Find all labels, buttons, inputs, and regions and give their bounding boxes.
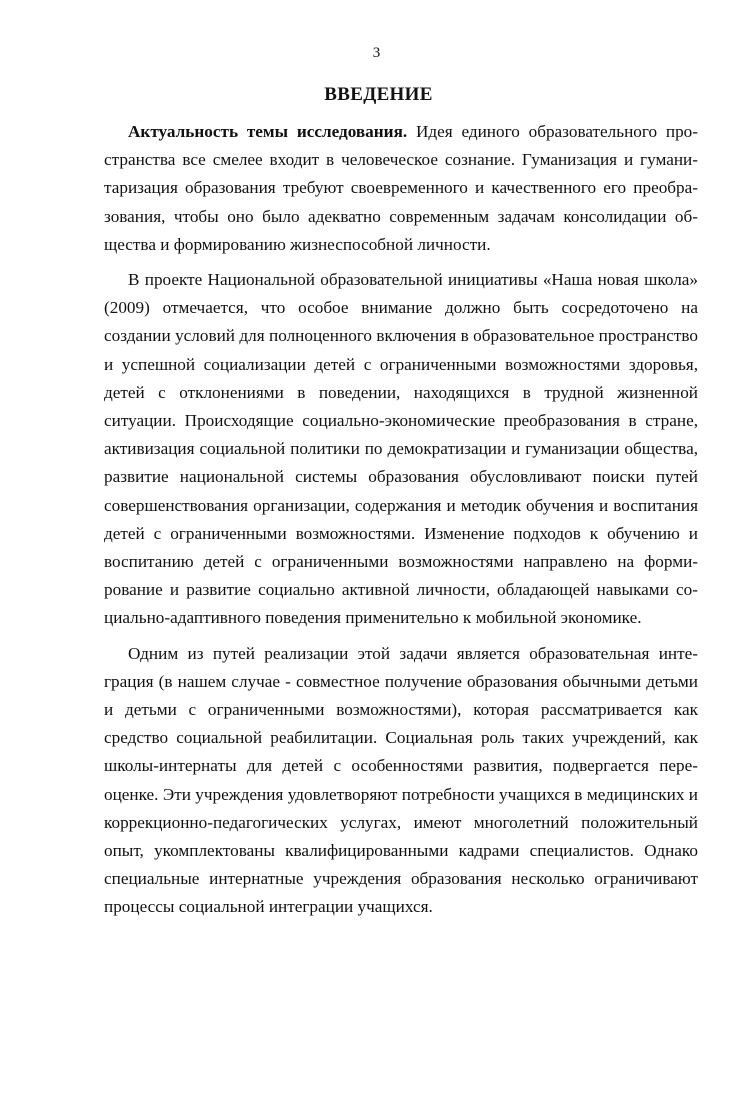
paragraph-text: В проекте Национальной образовательной инициативы «Наша новая школа» (2009) отмечается, что особое внимание должно быть сосредоточено на создании условий для полноценного включения в образовательное пространство и успешной социализации детей с ограниченными возможностями здоровья, детей с отклонениями в поведении, находящихся в трудной жизненной ситуации. Происходящие социально-экономические преобразования в стране, активизация социальной политики по демократизации и гуманизации общества, развитие национальной системы образования обусловливают поиски путей совершенствования организации, содержания и методик обучения и воспитания детей с ограниченными возможностями. Изменение подходов к обучению и воспитанию детей с ограниченными возможностями направлено на формирование и развитие социально активной личности, обладающей навыками социально-адаптивного поведения применительно к мобильной экономике.: [104, 270, 698, 628]
paragraph-1: [104, 118, 698, 259]
paragraph-2: [104, 266, 698, 633]
section-heading: ВВЕДЕНИЕ: [324, 84, 433, 105]
page-number: 3: [372, 45, 381, 61]
body-text: [104, 118, 698, 922]
paragraph-text: Идея единого образовательного пространства все смелее входит в человеческое сознание. Гуманизация и гуманитаризация образования требуют своевременного и качественного его преобразования, чтобы оно было адекватно современным задачам консолидации общества и формированию жизнеспособной личности.: [104, 122, 698, 254]
paragraph-lead: Актуальность темы исследования.: [128, 122, 408, 141]
paragraph-3: [104, 640, 698, 922]
paragraph-text: Одним из путей реализации этой задачи является образовательная интеграция (в нашем случае - совместное получение образования обычными детьми и детьми с ограниченными возможностями), которая рассматривается как средство социальной реабилитации. Социальная роль таких учреждений, как школы-интернаты для детей с особенностями развития, подвергается переоценке. Эти учреждения удовлетворяют потребности учащихся в медицинских и коррекционно-педагогических услугах, имеют многолетний положительный опыт, укомплектованы квалифицированными кадрами специалистов. Однако специальные интернатные учреждения образования несколько ограничивают процессы социальной интеграции учащихся.: [104, 643, 698, 917]
